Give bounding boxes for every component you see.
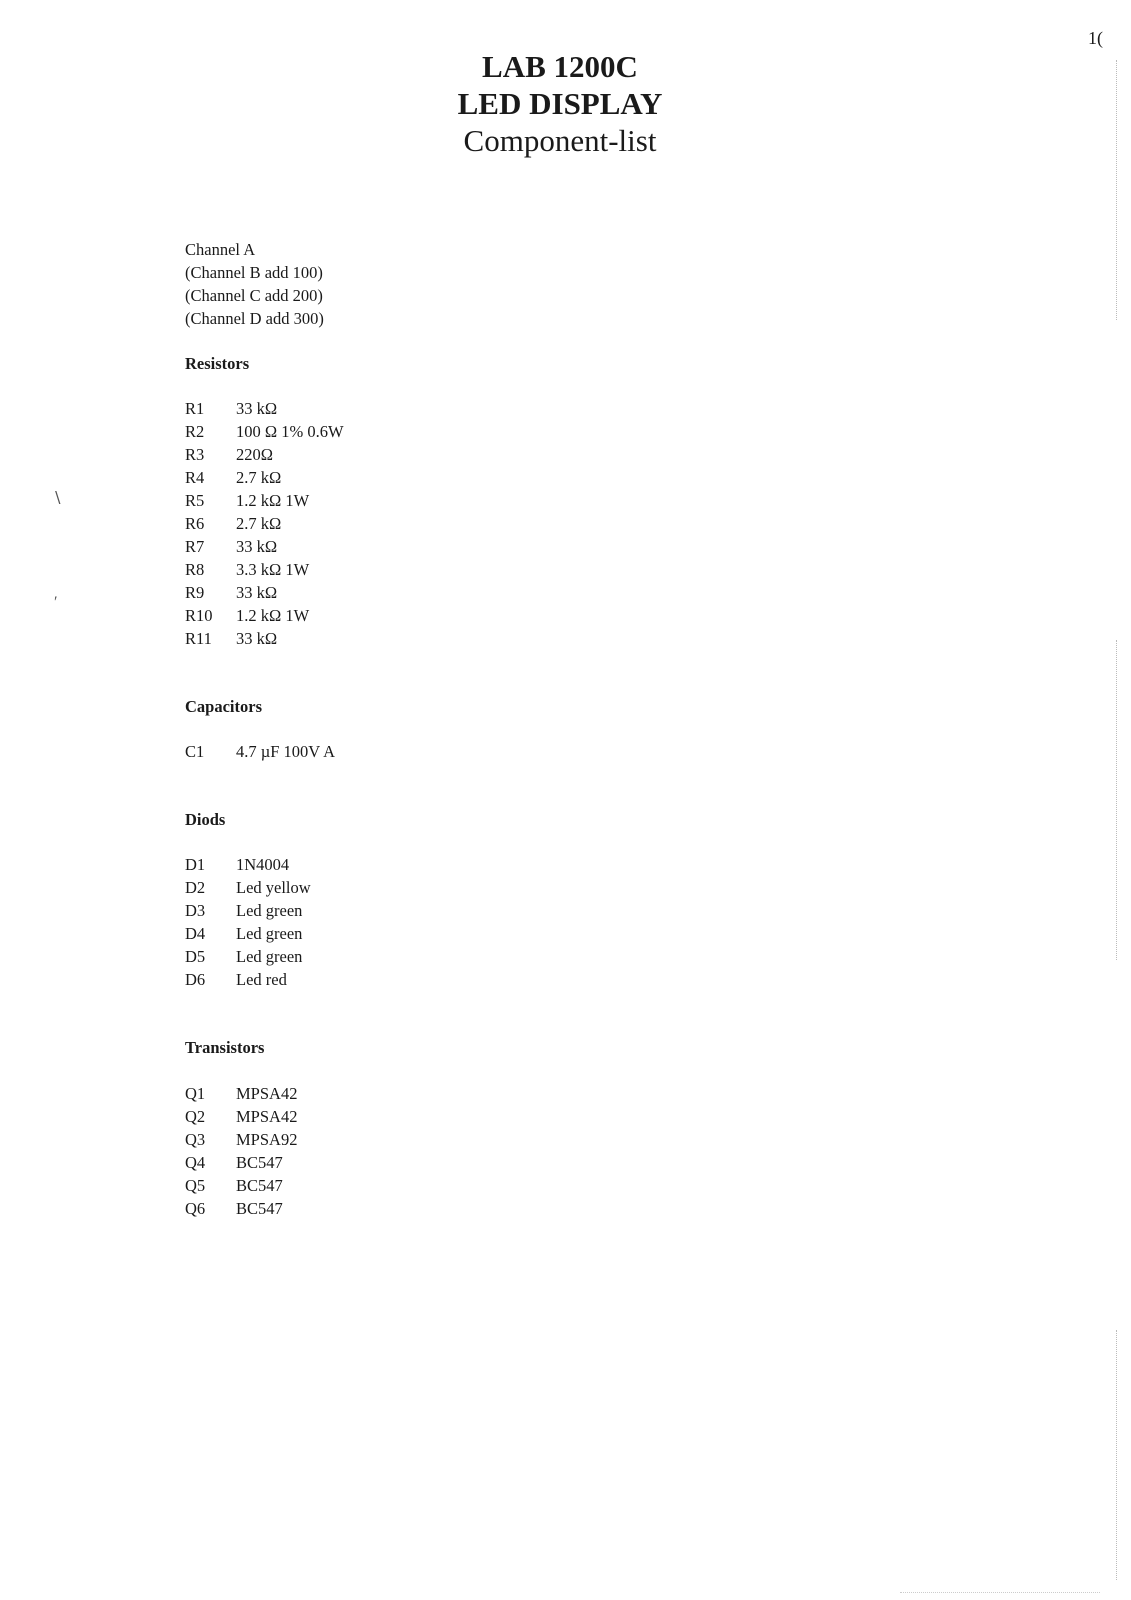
channel-note: (Channel C add 200) xyxy=(185,286,323,305)
component-value: 33 kΩ xyxy=(236,537,278,556)
component-ref: R9 xyxy=(185,583,205,602)
component-ref: D3 xyxy=(185,901,206,920)
transistor-row xyxy=(185,1151,344,1174)
component-value: BC547 xyxy=(236,1199,283,1218)
component-value: Led green xyxy=(236,924,303,943)
resistor-row xyxy=(185,489,344,512)
resistor-row xyxy=(185,420,344,443)
component-value: 1N4004 xyxy=(236,855,290,874)
component-ref: R5 xyxy=(185,491,205,510)
component-value: Led yellow xyxy=(236,878,311,897)
component-ref: R1 xyxy=(185,399,205,418)
scan-edge-artifact xyxy=(900,1592,1100,1593)
component-ref: Q1 xyxy=(185,1084,206,1103)
document-subtitle: LED DISPLAY xyxy=(457,86,663,121)
document-title: LAB 1200C xyxy=(482,49,638,84)
component-value: 33 kΩ xyxy=(236,629,278,648)
transistors-section xyxy=(185,1036,344,1220)
binder-hole-mark: ′ xyxy=(54,594,58,611)
component-value: BC547 xyxy=(236,1153,283,1172)
component-ref: R10 xyxy=(185,606,213,625)
component-ref: Q4 xyxy=(185,1153,206,1172)
component-ref: Q2 xyxy=(185,1107,206,1126)
component-ref: R6 xyxy=(185,514,205,533)
component-value: 2.7 kΩ xyxy=(236,468,282,487)
component-ref: D5 xyxy=(185,947,206,966)
capacitor-row xyxy=(185,740,344,763)
document-heading-component-list: Component-list xyxy=(463,123,657,158)
component-list xyxy=(185,238,344,1220)
transistor-row xyxy=(185,1082,344,1105)
component-ref: R8 xyxy=(185,560,205,579)
channel-notes xyxy=(185,238,344,330)
component-ref: R2 xyxy=(185,422,205,441)
component-ref: D6 xyxy=(185,970,206,989)
component-value: 33 kΩ xyxy=(236,399,278,418)
diode-row xyxy=(185,853,344,876)
channel-note: (Channel D add 300) xyxy=(185,309,324,328)
component-ref: R11 xyxy=(185,629,212,648)
component-value: Led green xyxy=(236,901,303,920)
resistor-row xyxy=(185,535,344,558)
scan-edge-artifact xyxy=(1116,640,1118,960)
component-value: 33 kΩ xyxy=(236,583,278,602)
diode-row xyxy=(185,899,344,922)
diode-row xyxy=(185,945,344,968)
component-ref: R3 xyxy=(185,445,205,464)
component-value: 100 Ω 1% 0.6W xyxy=(236,422,344,441)
component-ref: Q5 xyxy=(185,1176,206,1195)
page-number: 1( xyxy=(1088,28,1103,48)
component-value: MPSA42 xyxy=(236,1084,298,1103)
capacitors-section xyxy=(185,695,344,763)
binder-hole-mark: ∖ xyxy=(52,490,63,507)
component-ref: C1 xyxy=(185,742,205,761)
resistor-row xyxy=(185,397,344,420)
transistor-row xyxy=(185,1174,344,1197)
scan-edge-artifact xyxy=(1116,1330,1118,1580)
component-value: Led red xyxy=(236,970,287,989)
component-value: 3.3 kΩ 1W xyxy=(236,560,310,579)
component-ref: D2 xyxy=(185,878,206,897)
channel-note: (Channel B add 100) xyxy=(185,263,323,282)
resistor-row xyxy=(185,558,344,581)
scan-edge-artifact xyxy=(1116,60,1118,320)
section-heading-transistors: Transistors xyxy=(185,1038,265,1057)
diode-row xyxy=(185,922,344,945)
component-ref: D4 xyxy=(185,924,206,943)
channel-note: Channel A xyxy=(185,240,256,259)
diode-row xyxy=(185,968,344,991)
component-value: MPSA92 xyxy=(236,1130,298,1149)
component-value: MPSA42 xyxy=(236,1107,298,1126)
section-heading-capacitors: Capacitors xyxy=(185,697,262,716)
component-value: BC547 xyxy=(236,1176,283,1195)
resistor-row xyxy=(185,512,344,535)
transistor-row xyxy=(185,1128,344,1151)
resistor-row xyxy=(185,443,344,466)
component-ref: Q3 xyxy=(185,1130,206,1149)
component-ref: R4 xyxy=(185,468,205,487)
section-heading-resistors: Resistors xyxy=(185,354,250,373)
resistor-row xyxy=(185,627,344,650)
component-value: Led green xyxy=(236,947,303,966)
component-value: 2.7 kΩ xyxy=(236,514,282,533)
component-value: 1.2 kΩ 1W xyxy=(236,491,310,510)
resistors-section xyxy=(185,352,344,650)
section-heading-diods: Diods xyxy=(185,810,226,829)
transistor-row xyxy=(185,1105,344,1128)
resistor-row xyxy=(185,604,344,627)
diode-row xyxy=(185,876,344,899)
diods-section xyxy=(185,808,344,991)
component-ref: R7 xyxy=(185,537,205,556)
component-ref: D1 xyxy=(185,855,206,874)
component-ref: Q6 xyxy=(185,1199,206,1218)
component-value: 4.7 µF 100V A xyxy=(236,742,336,761)
resistor-row xyxy=(185,466,344,489)
title-block xyxy=(410,48,710,160)
component-value: 220Ω xyxy=(236,445,274,464)
resistor-row xyxy=(185,581,344,604)
transistor-row xyxy=(185,1197,344,1220)
component-value: 1.2 kΩ 1W xyxy=(236,606,310,625)
